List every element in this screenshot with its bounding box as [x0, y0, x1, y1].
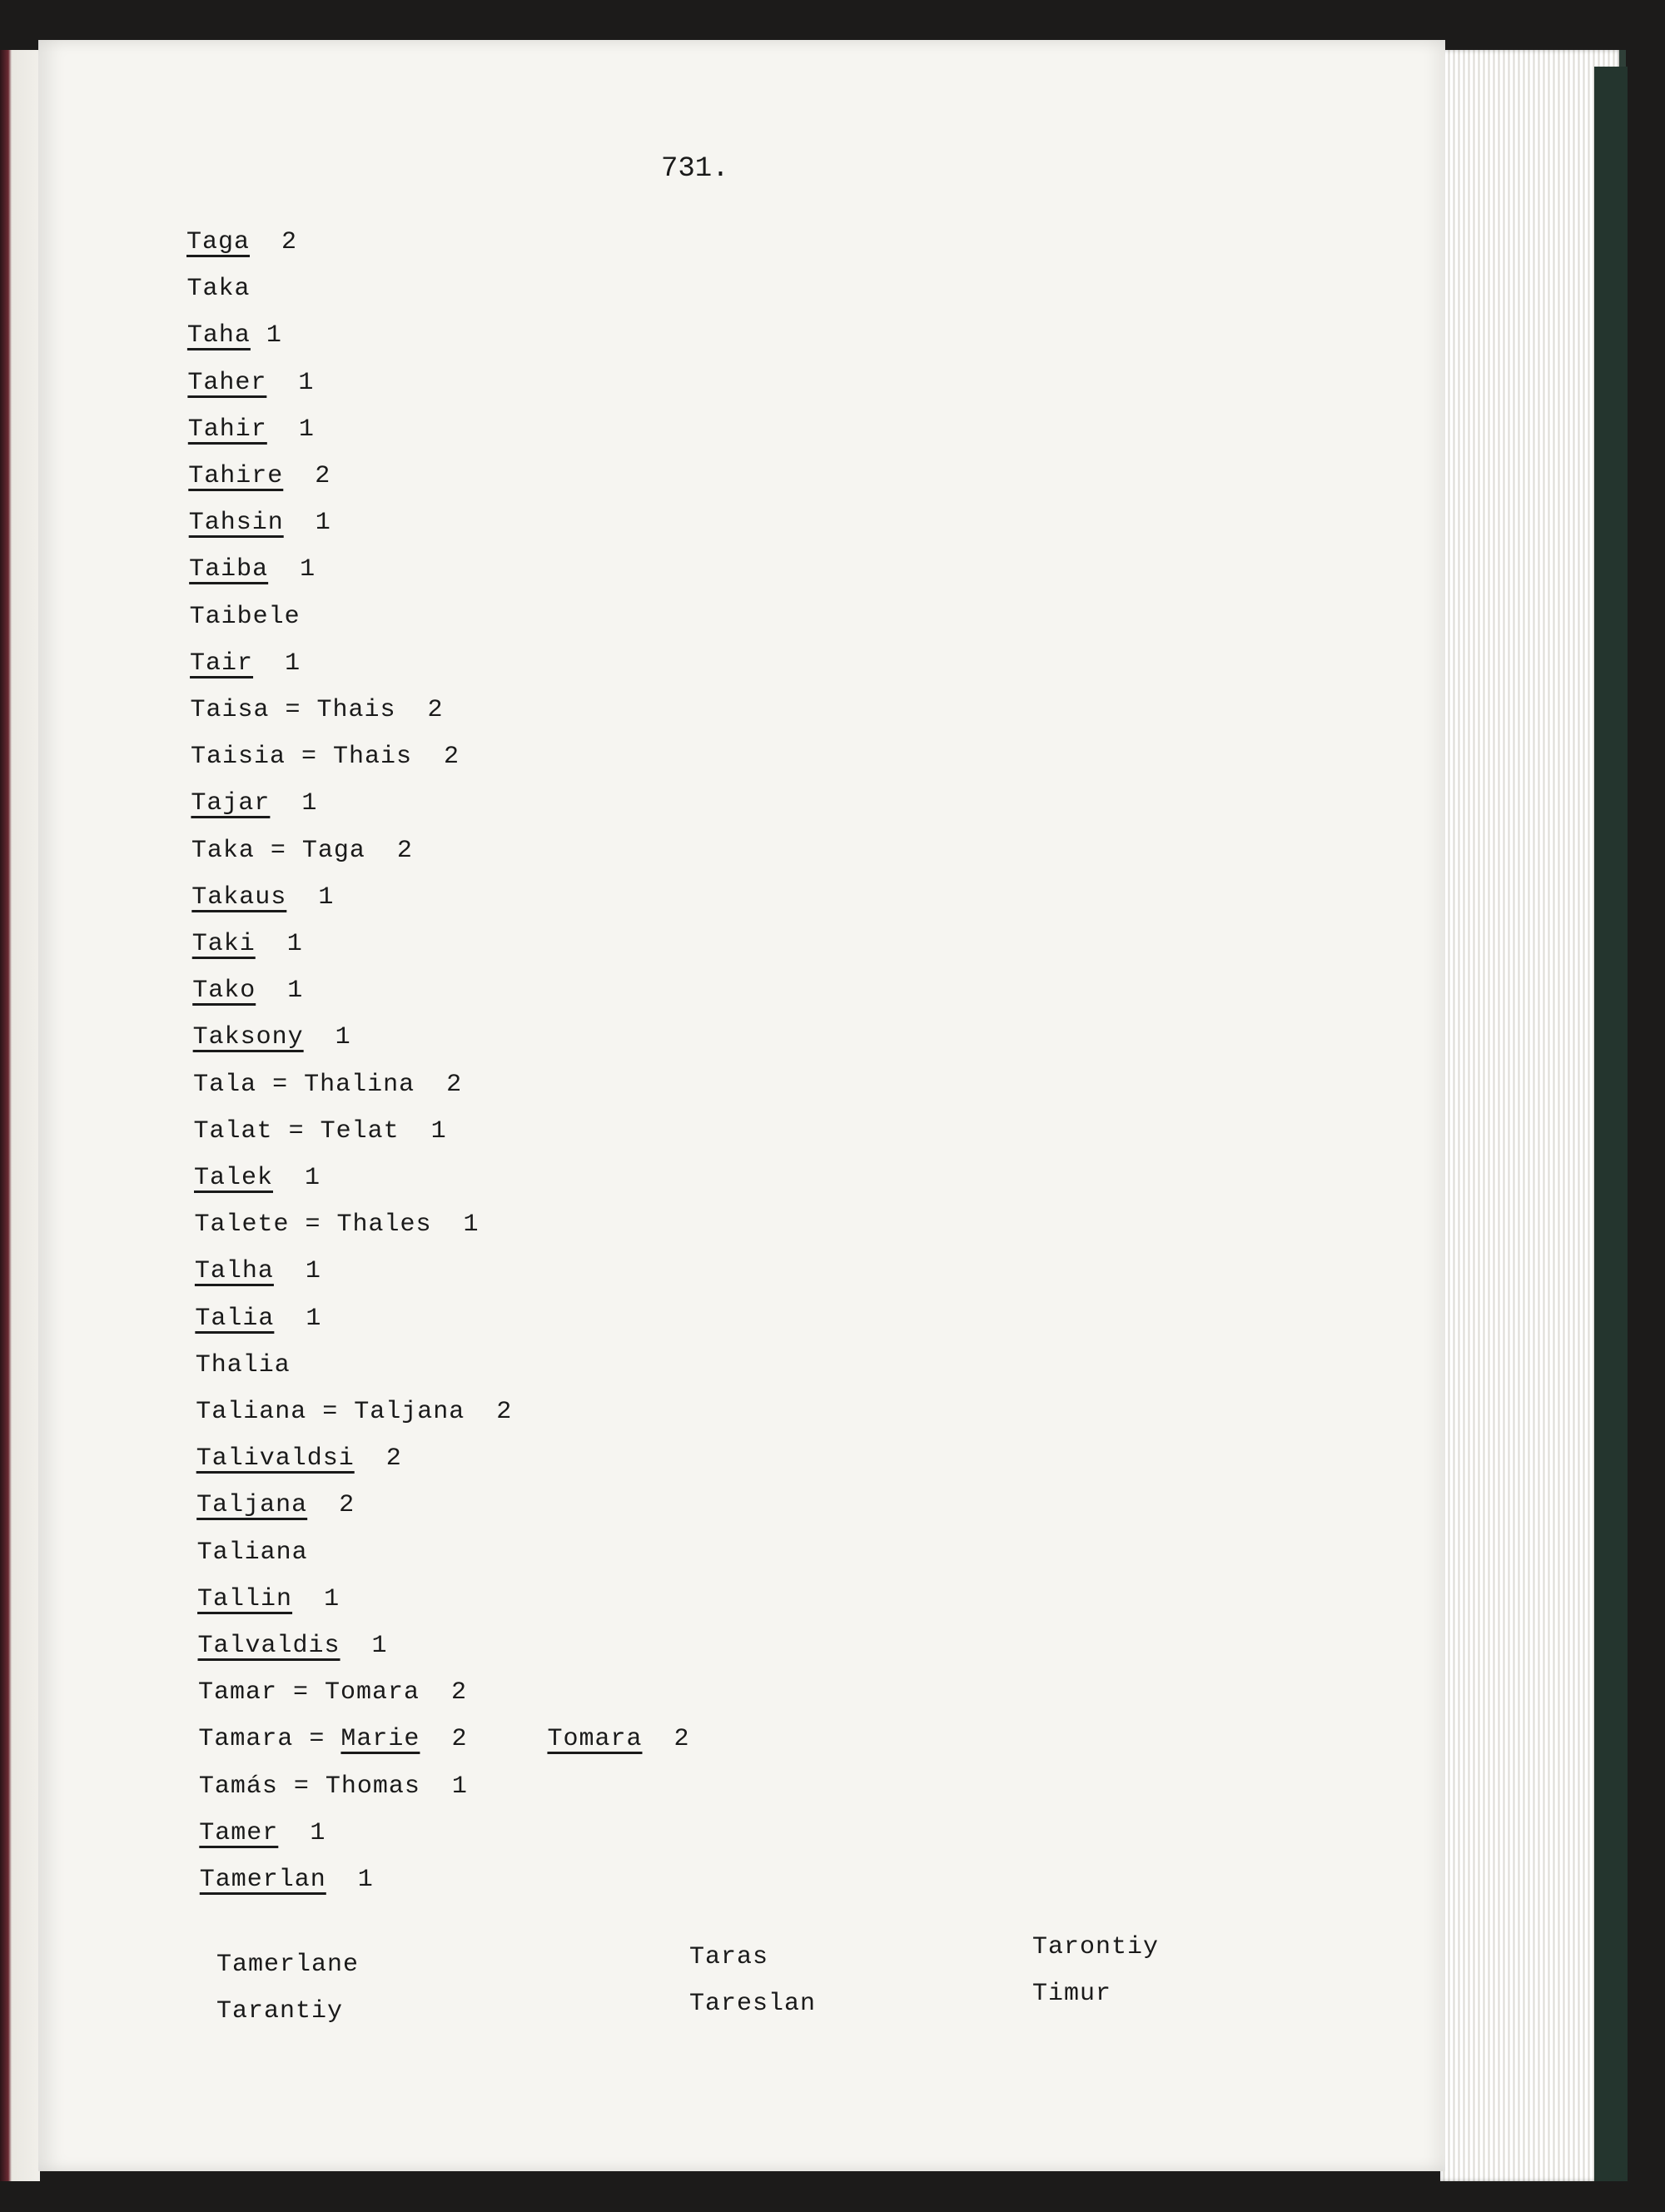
entry-name: Taibele: [189, 602, 301, 631]
entry-name: Tahir: [187, 415, 267, 444]
entry-name: Thalia: [195, 1350, 291, 1379]
name-entry: [195, 1305, 321, 1333]
variant-col-2-line-1: Taras: [689, 1943, 769, 1971]
name-entry: [191, 837, 413, 865]
entry-name: Tamerlan: [199, 1866, 326, 1894]
name-entry: [194, 1210, 479, 1239]
entry-count: 1: [326, 1866, 374, 1894]
entry-name: Taljana: [196, 1491, 308, 1520]
entry-name: Taha: [186, 321, 251, 350]
entry-name: Tajar: [191, 789, 271, 818]
entry-count: 2: [307, 1491, 355, 1520]
entry-name: Taher: [187, 368, 267, 397]
entry-count: 2: [250, 228, 298, 256]
entry-name: Talete = Thales 1: [194, 1210, 480, 1240]
name-entry: [199, 1819, 326, 1847]
name-entry: [192, 930, 303, 958]
name-entry: [194, 1164, 321, 1192]
entry-name: Talat = Telat 1: [193, 1116, 447, 1146]
entry-count: 2: [283, 462, 331, 490]
entry-count: 2: [354, 1444, 402, 1474]
name-entry: [190, 649, 301, 678]
entry-name: Taiba: [189, 555, 269, 584]
entry-reference: Tomara: [547, 1725, 643, 1754]
entry-count: 1: [273, 1257, 321, 1286]
name-entry: [197, 1538, 308, 1567]
name-entry: [188, 415, 315, 444]
variant-col-1-line-2: Tarantiy: [216, 1997, 344, 2026]
entry-count: 1: [278, 1818, 326, 1847]
name-entry: [196, 1444, 402, 1473]
entry-name: Talha: [194, 1257, 274, 1286]
name-entry: [189, 509, 331, 537]
entry-name: Talek: [194, 1164, 274, 1192]
variant-col-3-line-2: Timur: [1032, 1980, 1112, 2008]
entry-name: Talivaldsi: [196, 1444, 355, 1474]
entry-count: 1: [283, 509, 331, 538]
entry-name: Taliana = Taljana 2: [196, 1398, 513, 1426]
entry-name: Tamás = Thomas 1: [198, 1772, 468, 1801]
entry-name: Taga: [186, 228, 251, 256]
entry-count: 1: [286, 882, 335, 912]
name-entry: [190, 603, 301, 631]
name-entry: [199, 1772, 468, 1801]
entry-count: 1: [340, 1632, 388, 1660]
entry-name: Taka: [186, 275, 251, 304]
entry-count: 1: [303, 1023, 351, 1052]
entry-count: 2: [420, 1725, 468, 1754]
name-entry: [193, 1071, 462, 1099]
entry-name: Tamar = Tomara 2: [197, 1678, 467, 1707]
entry-name: Tako: [192, 977, 256, 1006]
book-cover-edge: [1594, 67, 1628, 2181]
name-entry: [198, 1678, 467, 1707]
entry-count: 1: [273, 1164, 321, 1192]
name-entry: [188, 462, 331, 490]
entry-count: 1: [253, 649, 301, 678]
name-entry: [187, 321, 282, 350]
entry-name: Tamara =: [198, 1725, 341, 1754]
entry-count: 1: [266, 415, 315, 444]
name-entry: [191, 696, 444, 724]
entry-name: Taliana: [196, 1538, 308, 1567]
page-number: 731.: [661, 153, 729, 185]
entry-count: 1: [270, 789, 318, 818]
entry-name: Taisia = Thais 2: [190, 743, 460, 772]
entry-name: Tair: [190, 649, 254, 678]
name-entry: [197, 1585, 340, 1613]
name-entry: [187, 369, 314, 397]
entry-name: Tahsin: [188, 509, 284, 538]
name-entry: [193, 1023, 351, 1051]
entry-name: Talvaldis: [197, 1632, 340, 1660]
name-entry: [191, 883, 334, 912]
name-entry: [196, 1398, 512, 1426]
name-entry: [196, 1491, 355, 1519]
name-entry: [186, 275, 250, 303]
variant-col-2-line-2: Tareslan: [689, 1990, 817, 2018]
entry-count: 2: [642, 1725, 690, 1754]
entry-reference: Marie: [340, 1725, 420, 1754]
document-page: [38, 40, 1445, 2171]
entry-count: 1: [274, 1304, 322, 1333]
variant-col-3-line-1: Tarontiy: [1032, 1933, 1160, 1961]
entry-name: Tamer: [199, 1818, 279, 1847]
name-entry: [196, 1351, 291, 1379]
entry-name: Taka = Taga 2: [191, 836, 413, 865]
name-entry: [194, 1117, 447, 1146]
entry-name: Talia: [195, 1304, 275, 1333]
entry-count: 1: [292, 1584, 340, 1613]
entry-count: 1: [266, 368, 315, 397]
name-entry: [191, 789, 317, 818]
entry-name: Takaus: [191, 882, 287, 912]
entry-name: Taksony: [192, 1023, 304, 1052]
entry-name: Tallin: [197, 1584, 293, 1613]
name-entry: [200, 1866, 374, 1894]
entry-name: Tahire: [188, 462, 284, 490]
entry-name: Taisa = Thais 2: [190, 696, 444, 724]
name-entry: [192, 977, 303, 1005]
name-entry: [186, 228, 297, 256]
entry-name: Tala = Thalina 2: [193, 1070, 463, 1099]
entry-count: 1: [250, 321, 282, 350]
entry-count: 1: [256, 977, 304, 1006]
variant-col-1-line-1: Tamerlane: [216, 1951, 360, 1979]
name-entry: [195, 1257, 321, 1285]
left-page-edge: [0, 50, 40, 2181]
name-entry: [191, 743, 460, 771]
name-entry: [198, 1632, 388, 1660]
entry-count: 1: [268, 555, 316, 584]
entry-name: Taki: [191, 930, 256, 958]
name-entry: [198, 1725, 689, 1753]
entry-count: 1: [255, 930, 303, 958]
name-entry: [189, 555, 316, 584]
